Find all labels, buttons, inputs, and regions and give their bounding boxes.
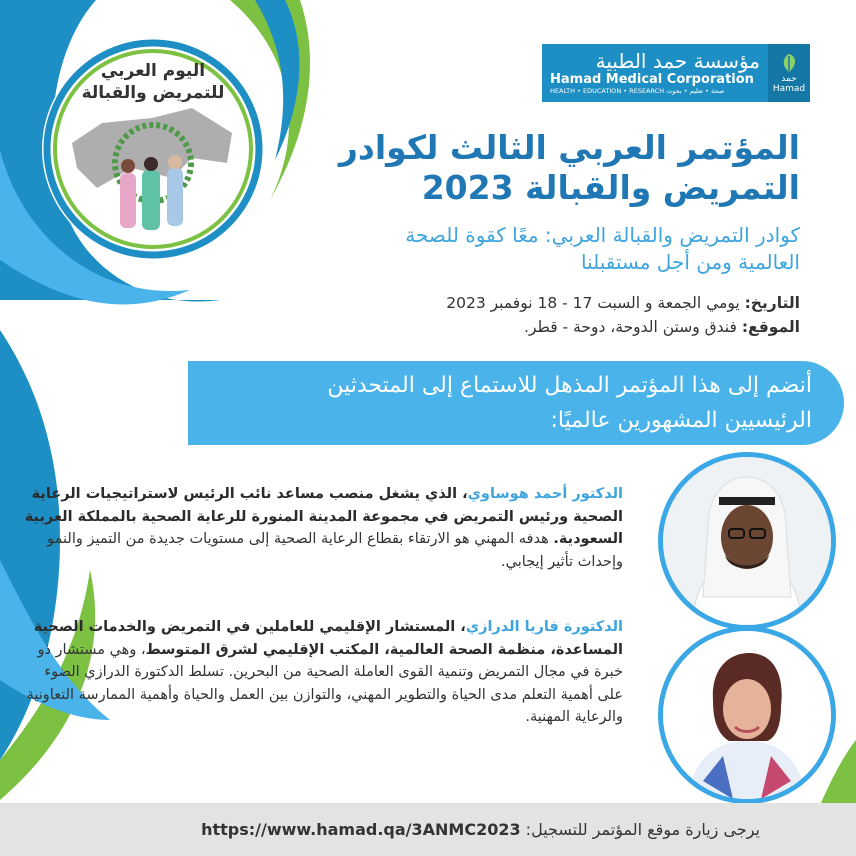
logo-arabic-name: مؤسسة حمد الطبية — [595, 49, 760, 73]
title-line1: المؤتمر العربي الثالث لكوادر — [338, 128, 800, 167]
conference-title — [240, 128, 800, 208]
invite-text — [172, 368, 812, 438]
speaker-bio-regular: ، وهي مستشار ذو خبرة في مجال التمريض وتنمية القوى العاملة الصحية من البحرين. تسلط الدكتورة الدرازي الضوء على أهمية التعلم مدى الحياة والتطوير المهني، والتوازن بين العمل والحياة وأهمية الممارسة التعاونية والرعاية المهنية. — [26, 641, 623, 725]
title-line2: التمريض والقبالة 2023 — [421, 168, 800, 207]
event-logo-line1: اليوم العربي — [100, 61, 206, 81]
speaker-bio — [19, 616, 623, 729]
leaf-icon — [778, 52, 800, 74]
logo-mark-ar: حمد — [781, 74, 797, 84]
logo-tagline-ar: صحة • تعليم • بحوث — [666, 87, 725, 95]
speaker-name: الدكتورة فاريا الدرازي — [465, 619, 623, 635]
conference-subtitle — [240, 222, 800, 276]
logo-tagline-en: HEALTH • EDUCATION • RESEARCH — [550, 87, 665, 95]
date-value: يومي الجمعة و السبت 17 - 18 نوفمبر 2023 — [446, 294, 745, 312]
speaker-bio-bold: ، المستشار الإقليمي للعاملين في التمريض والخدمات الصحية المساعدة، منظمة الصحة العالمية، المكتب الإقليمي لشرق المتوسط — [33, 619, 623, 658]
subtitle-line2: العالمية ومن أجل مستقبلنا — [580, 250, 800, 274]
registration-link[interactable]: https://www.hamad.qa/3ANMC2023 — [201, 820, 521, 839]
speaker-photo — [658, 626, 836, 804]
date-line — [240, 292, 800, 314]
event-logo — [42, 38, 264, 260]
venue-label: الموقع: — [741, 318, 800, 336]
venue-line — [240, 316, 800, 338]
speaker-bio-bold: ، الذي يشغل منصب مساعد نائب الرئيس لاستراتيجيات الرعاية الصحية ورئيس التمريض في مجموعة المدينة المنورة للرعاية الصحية بالمملكة العربية السعودية. — [24, 486, 623, 547]
event-logo-line2: للتمريض والقبالة — [81, 83, 225, 103]
logo-tagline — [550, 87, 760, 96]
subtitle-line1: كوادر التمريض والقبالة العربي: معًا كقوة للصحة — [405, 223, 800, 247]
venue-value: فندق وستن الدوحة، دوحة - قطر. — [524, 318, 742, 336]
logo-english-name: Hamad Medical Corporation — [550, 72, 754, 87]
speaker-portrait-icon — [663, 457, 831, 625]
speaker-bio-regular: هدفه المهني هو الارتقاء بقطاع الرعاية الصحية إلى مستويات جديدة من التميز والنمو وإحداث تأثير إيجابي. — [47, 531, 623, 570]
event-logo-text — [78, 60, 228, 104]
logo-text — [542, 50, 768, 96]
speaker-photo — [658, 452, 836, 630]
invite-line1: أنضم إلى هذا المؤتمر المذهل للاستماع إلى المتحدثين — [327, 373, 812, 398]
logo-mark — [768, 44, 810, 102]
speaker-bio — [19, 483, 623, 573]
logo-mark-en: Hamad — [772, 84, 806, 94]
footer-text — [0, 803, 760, 856]
hamad-medical-corporation-logo — [542, 44, 810, 102]
footer-prefix: يرجى زيارة موقع المؤتمر للتسجيل: — [520, 820, 760, 839]
speaker-portrait-icon — [663, 631, 831, 799]
invite-line2: الرئيسيين المشهورين عالميًا: — [550, 408, 812, 433]
date-label: التاريخ: — [744, 294, 800, 312]
speaker-name: الدكتور أحمد هوساوي — [467, 486, 623, 502]
